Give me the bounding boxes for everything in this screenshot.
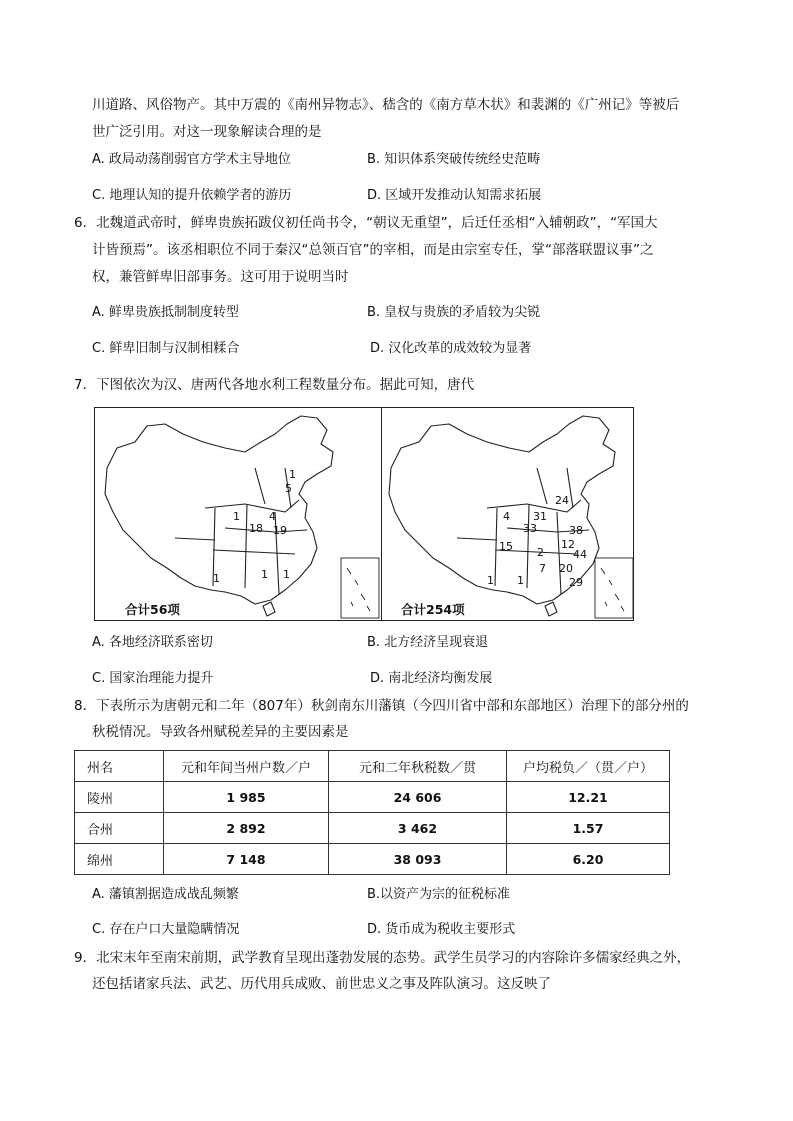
- tang-map-number: 33: [523, 522, 537, 535]
- q5-stem-line1: 川道路、风俗物产。其中万震的《南州异物志》、嵇含的《南方草木状》和裴渊的《广州记》等被后: [92, 97, 680, 113]
- q7-stem-line1: 7．下图依次为汉、唐两代各地水利工程数量分布。据此可知，唐代: [74, 377, 475, 393]
- tang-map-number: 29: [569, 576, 583, 589]
- q6-stem-line2: 计皆预焉”。该丞相职位不同于秦汉“总领百官”的宰相，而是由宗室专任，掌“部落联盟议事”之: [92, 242, 654, 258]
- table-header-cell: 元和二年秋税数／贯: [329, 751, 507, 782]
- han-map-number: 1: [289, 468, 296, 481]
- q9-stem-line2: 还包括诸家兵法、武艺、历代用兵成败、前世忠义之事及阵队演习。这反映了: [92, 976, 551, 992]
- table-cell: 7 148: [164, 844, 329, 875]
- tang-map-number: 20: [559, 562, 573, 575]
- tang-map-number: 4: [503, 510, 510, 523]
- tang-map-number: 2: [537, 546, 544, 559]
- table-header-cell: 户均税负／（贯／户）: [507, 751, 670, 782]
- table-cell: 2 892: [164, 813, 329, 844]
- han-map-number: 1: [213, 572, 220, 585]
- q7-option-a[interactable]: A. 各地经济联系密切: [92, 635, 213, 650]
- q7-option-d[interactable]: D. 南北经济均衡发展: [370, 671, 493, 686]
- water-project-maps: [94, 407, 634, 621]
- tang-map-number: 1: [517, 574, 524, 587]
- q8-stem-line2: 秋税情况。导致各州赋税差异的主要因素是: [92, 724, 349, 740]
- q8-option-d[interactable]: D. 货币成为税收主要形式: [367, 922, 516, 937]
- table-row: [75, 782, 670, 813]
- q5-option-b[interactable]: B. 知识体系突破传统经史范畴: [367, 152, 541, 167]
- table-cell: 1.57: [507, 813, 670, 844]
- table-cell: 12.21: [507, 782, 670, 813]
- han-map-number: 5: [285, 482, 292, 495]
- tang-map-number: 24: [555, 494, 569, 507]
- q6-option-a[interactable]: A. 鲜卑贵族抵制制度转型: [92, 305, 239, 320]
- table-header-row: [75, 751, 670, 782]
- q5-option-d[interactable]: D. 区域开发推动认知需求拓展: [367, 188, 542, 203]
- tang-island: [545, 602, 557, 616]
- tang-map-total: 合计254项: [401, 602, 465, 617]
- q5-option-a[interactable]: A. 政局动荡削弱官方学术主导地位: [92, 152, 291, 167]
- han-map-total: 合计56项: [125, 602, 180, 617]
- tang-map: [383, 408, 635, 620]
- table-cell: 6.20: [507, 844, 670, 875]
- han-map-number: 1: [283, 568, 290, 581]
- q5-option-c[interactable]: C. 地理认知的提升依赖学者的游历: [92, 188, 292, 203]
- q8-option-c[interactable]: C. 存在户口大量隐瞒情况: [92, 922, 240, 937]
- han-island: [263, 602, 275, 616]
- table-cell: 24 606: [329, 782, 507, 813]
- tang-map-number: 38: [569, 524, 583, 537]
- table-cell: 合州: [75, 813, 164, 844]
- tax-table: [74, 750, 670, 875]
- tang-map-number: 7: [539, 562, 546, 575]
- tang-map-number: 1: [487, 574, 494, 587]
- q9-stem-line1: 9．北宋末年至南宋前期，武学教育呈现出蓬勃发展的态势。武学生员学习的内容除许多儒家经典之外，: [74, 950, 691, 966]
- table-cell: 3 462: [329, 813, 507, 844]
- table-row: [75, 813, 670, 844]
- table-cell: 38 093: [329, 844, 507, 875]
- table-cell: 绵州: [75, 844, 164, 875]
- q6-stem-line3: 权，兼管鲜卑旧部事务。这可用于说明当时: [92, 269, 349, 285]
- tang-map-number: 15: [499, 540, 513, 553]
- table-row: [75, 844, 670, 875]
- tang-map-number: 44: [573, 548, 587, 561]
- q8-option-b[interactable]: B.以资产为宗的征税标准: [367, 887, 511, 902]
- han-inset: [341, 558, 379, 618]
- q7-option-b[interactable]: B. 北方经济呈现衰退: [367, 635, 489, 650]
- q6-option-c[interactable]: C. 鲜卑旧制与汉制相糅合: [92, 341, 240, 356]
- q5-stem-line2: 世广泛引用。对这一现象解读合理的是: [92, 124, 322, 140]
- q6-option-b[interactable]: B. 皇权与贵族的矛盾较为尖锐: [367, 305, 541, 320]
- han-map: [95, 408, 381, 620]
- q8-stem-line1: 8．下表所示为唐朝元和二年（807年）秋剑南东川藩镇（今四川省中部和东部地区）治理下的部分州的: [74, 698, 689, 714]
- table-cell: 陵州: [75, 782, 164, 813]
- table-header-cell: 元和年间当州户数／户: [164, 751, 329, 782]
- table-header-cell: 州名: [75, 751, 164, 782]
- q7-option-c[interactable]: C. 国家治理能力提升: [92, 671, 214, 686]
- tang-map-number: 31: [533, 510, 547, 523]
- tang-inset: [595, 558, 633, 618]
- q8-option-a[interactable]: A. 藩镇割据造成战乱频繁: [92, 887, 239, 902]
- han-map-number: 18: [249, 522, 263, 535]
- han-map-number: 19: [273, 524, 287, 537]
- tang-map-number: 12: [561, 538, 575, 551]
- han-map-number: 4: [269, 510, 276, 523]
- q6-option-d[interactable]: D. 汉化改革的成效较为显著: [370, 341, 532, 356]
- table-cell: 1 985: [164, 782, 329, 813]
- q6-stem-line1: 6．北魏道武帝时，鲜卑贵族拓跋仪初任尚书令，“朝议无重望”，后迁任丞相“入辅朝政”，“军国大: [74, 215, 658, 231]
- han-map-number: 1: [233, 510, 240, 523]
- han-map-number: 1: [261, 568, 268, 581]
